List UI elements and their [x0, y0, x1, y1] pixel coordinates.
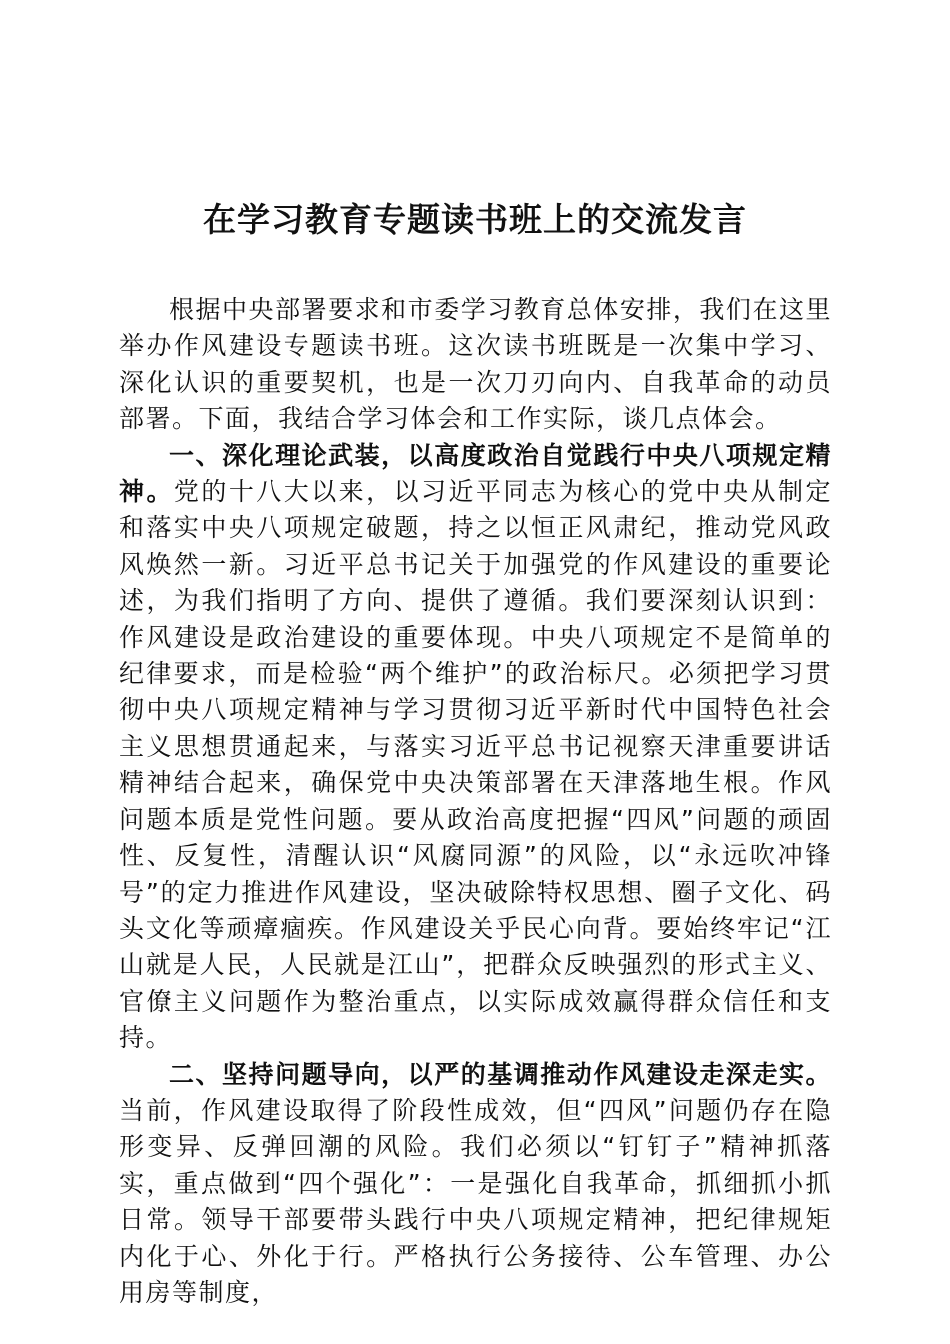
paragraph-intro-text: 根据中央部署要求和市委学习教育总体安排，我们在这里举办作风建设专题读书班。这次读书班既是一次集中学习、深化认识的重要契机，也是一次刀刃向内、自我革命的动员部署。下面，我结合学习体会和工作实际，谈几点体会。 [119, 295, 832, 434]
document-body [119, 292, 832, 1311]
paragraph-intro [119, 292, 832, 438]
section-1-text: 党的十八大以来，以习近平同志为核心的党中央从制定和落实中央八项规定破题，持之以恒正风肃纪，推动党风政风焕然一新。习近平总书记关于加强党的作风建设的重要论述，为我们指明了方向、提供了遵循。我们要深刻认识到：作风建设是政治建设的重要体现。中央八项规定不是简单的纪律要求，而是检验“两个维护”的政治标尺。必须把学习贯彻中央八项规定精神与学习贯彻习近平新时代中国特色社会主义思想贯通起来，与落实习近平总书记视察天津重要讲话精神结合起来，确保党中央决策部署在天津落地生根。作风问题本质是党性问题。要从政治高度把握“四风”问题的顽固性、反复性，清醒认识“风腐同源”的风险，以“永远吹冲锋号”的定力推进作风建设，坚决破除特权思想、圈子文化、码头文化等顽瘴痼疾。作风建设关乎民心向背。要始终牢记“江山就是人民，人民就是江山”，把群众反映强烈的形式主义、官僚主义问题作为整治重点，以实际成效赢得群众信任和支持。 [119, 477, 832, 1053]
paragraph-section-2 [119, 1057, 832, 1312]
paragraph-section-1 [119, 438, 832, 1057]
document-title: 在学习教育专题读书班上的交流发言 [203, 200, 747, 239]
section-2-heading: 二、坚持问题导向，以严的基调推动作风建设走深走实。 [169, 1059, 832, 1089]
section-2-text: 当前，作风建设取得了阶段性成效，但“四风”问题仍存在隐形变异、反弹回潮的风险。我们必须以“钉钉子”精神抓落实，重点做到“四个强化”：一是强化自我革命，抓细抓小抓日常。领导干部要带头践行中央八项规定精神，把纪律规矩内化于心、外化于行。严格执行公务接待、公车管理、办公用房等制度， [119, 1095, 832, 1307]
section-1-heading: 一、深化理论武装，以高度政治自觉践行中央八项规定精神。 [119, 440, 832, 507]
